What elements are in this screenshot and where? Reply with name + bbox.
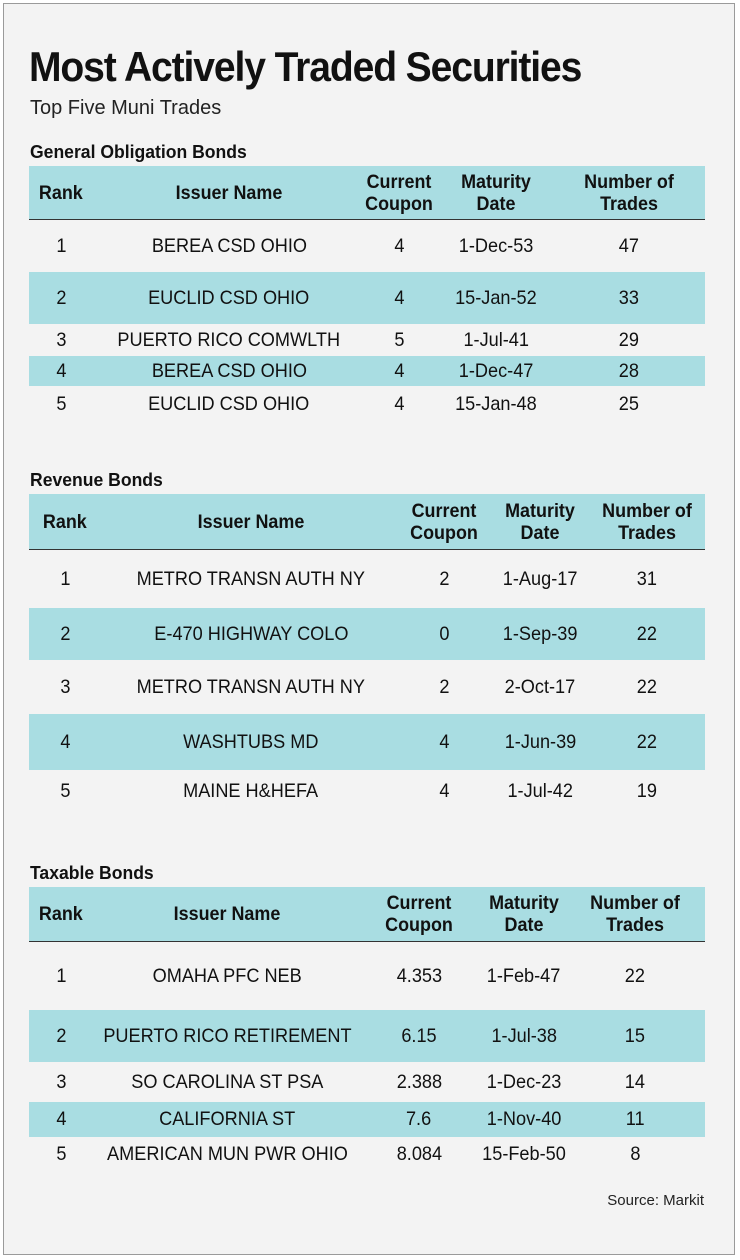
cell-issuer-name bbox=[109, 1062, 345, 1102]
cell-value: 4 bbox=[55, 359, 67, 382]
data-table bbox=[29, 887, 705, 1171]
cell-issuer-name bbox=[93, 356, 365, 386]
table-row bbox=[29, 386, 705, 422]
cell-maturity-date bbox=[474, 1062, 574, 1102]
cell-value: 29 bbox=[618, 328, 640, 351]
cell-number-of-trades bbox=[579, 1137, 691, 1171]
cell-value: 1-Feb-47 bbox=[487, 964, 561, 987]
cell-maturity-date bbox=[447, 356, 545, 386]
column-header-label: Number of Trades bbox=[590, 892, 680, 936]
table-row bbox=[29, 550, 705, 608]
cell-number-of-trades bbox=[579, 942, 691, 1010]
cell-rank bbox=[29, 770, 101, 812]
cell-value: 4 bbox=[59, 730, 71, 753]
cell-value: 4 bbox=[393, 286, 405, 309]
cell-issuer-name bbox=[106, 1137, 348, 1171]
table-row bbox=[29, 660, 705, 714]
cell-value: AMERICAN MUN PWR OHIO bbox=[106, 1142, 348, 1165]
cell-value: 8.084 bbox=[396, 1142, 442, 1165]
cell-maturity-date bbox=[489, 660, 591, 714]
column-header-maturity-date bbox=[447, 166, 545, 219]
cell-number-of-trades bbox=[589, 550, 705, 608]
cell-value: 3 bbox=[59, 675, 71, 698]
cell-value: 1 bbox=[55, 234, 67, 257]
column-header-label: Issuer Name bbox=[173, 903, 281, 925]
cell-value: 4 bbox=[393, 392, 405, 415]
cell-value: 1-Jul-41 bbox=[463, 328, 529, 351]
cell-current-coupon bbox=[359, 324, 439, 356]
cell-value: METRO TRANSN AUTH NY bbox=[136, 675, 366, 698]
cell-value: E-470 HIGHWAY COLO bbox=[153, 622, 349, 645]
cell-maturity-date bbox=[474, 942, 574, 1010]
cell-maturity-date bbox=[447, 220, 545, 272]
cell-value: 1-Nov-40 bbox=[486, 1108, 562, 1130]
column-header-label: Current Coupon bbox=[365, 170, 433, 215]
cell-value: PUERTO RICO RETIREMENT bbox=[102, 1024, 352, 1047]
cell-rank bbox=[29, 272, 93, 324]
cell-maturity-date bbox=[447, 386, 545, 422]
cell-current-coupon bbox=[359, 220, 439, 272]
cell-issuer-name bbox=[93, 272, 365, 324]
cell-issuer-name bbox=[129, 608, 373, 660]
cell-value: 1-Jul-42 bbox=[507, 779, 573, 802]
cell-value: 33 bbox=[618, 286, 640, 309]
cell-value: 0 bbox=[438, 622, 450, 645]
cell-value: 28 bbox=[618, 359, 640, 382]
cell-value: 15 bbox=[624, 1024, 646, 1047]
cell-value: 22 bbox=[624, 964, 646, 987]
table-row bbox=[29, 1010, 705, 1062]
column-header-issuer-name bbox=[129, 494, 373, 549]
cell-issuer-name bbox=[93, 324, 365, 356]
cell-number-of-trades bbox=[589, 714, 705, 770]
table-row bbox=[29, 220, 705, 272]
column-header-number-of-trades bbox=[579, 887, 691, 941]
cell-number-of-trades bbox=[569, 386, 689, 422]
column-header-current-coupon bbox=[359, 166, 439, 219]
cell-number-of-trades bbox=[569, 356, 689, 386]
cell-current-coupon bbox=[374, 1062, 464, 1102]
cell-value: 15-Jan-48 bbox=[455, 392, 537, 415]
cell-issuer-name bbox=[102, 1010, 352, 1062]
section-title: Revenue Bonds bbox=[30, 469, 163, 490]
column-header-label: Maturity Date bbox=[489, 892, 559, 936]
cell-value: 1 bbox=[55, 964, 67, 987]
cell-value: 1-Dec-53 bbox=[458, 234, 534, 257]
column-header-maturity-date bbox=[489, 494, 591, 549]
column-header-label: Maturity Date bbox=[505, 499, 575, 544]
column-header-label: Number of Trades bbox=[584, 170, 674, 215]
cell-maturity-date bbox=[474, 1102, 574, 1137]
column-header-label: Maturity Date bbox=[461, 170, 531, 215]
cell-value: WASHTUBS MD bbox=[183, 730, 319, 753]
cell-value: 5 bbox=[55, 392, 67, 415]
cell-value: 2-Oct-17 bbox=[504, 675, 576, 698]
section-title: General Obligation Bonds bbox=[30, 141, 247, 162]
cell-current-coupon bbox=[399, 660, 489, 714]
cell-value: 11 bbox=[625, 1108, 645, 1130]
column-header-current-coupon bbox=[374, 887, 464, 941]
cell-value: 2 bbox=[55, 286, 67, 309]
cell-value: 4 bbox=[393, 359, 405, 382]
cell-value: EUCLID CSD OHIO bbox=[148, 286, 310, 309]
table-row bbox=[29, 356, 705, 386]
cell-value: 2.388 bbox=[396, 1070, 442, 1093]
cell-maturity-date bbox=[447, 272, 545, 324]
cell-number-of-trades bbox=[569, 220, 689, 272]
column-header-issuer-name bbox=[109, 887, 345, 941]
cell-value: 5 bbox=[393, 328, 405, 351]
cell-maturity-date bbox=[447, 324, 545, 356]
cell-current-coupon bbox=[359, 272, 439, 324]
cell-value: OMAHA PFC NEB bbox=[152, 964, 302, 987]
cell-value: 15-Jan-52 bbox=[455, 286, 537, 309]
cell-current-coupon bbox=[359, 386, 439, 422]
cell-value: 22 bbox=[636, 622, 658, 645]
cell-value: EUCLID CSD OHIO bbox=[148, 392, 310, 415]
cell-current-coupon bbox=[399, 608, 489, 660]
table-header bbox=[29, 887, 705, 942]
cell-value: 25 bbox=[618, 392, 640, 415]
cell-rank bbox=[29, 324, 93, 356]
cell-rank bbox=[29, 1010, 93, 1062]
cell-current-coupon bbox=[399, 550, 489, 608]
cell-rank bbox=[29, 1102, 93, 1137]
data-table bbox=[29, 166, 705, 422]
cell-number-of-trades bbox=[579, 1062, 691, 1102]
cell-number-of-trades bbox=[579, 1102, 691, 1137]
cell-value: 14 bbox=[624, 1070, 646, 1093]
table-row bbox=[29, 324, 705, 356]
table-header bbox=[29, 166, 705, 220]
cell-issuer-name bbox=[129, 714, 373, 770]
cell-issuer-name bbox=[93, 386, 365, 422]
cell-number-of-trades bbox=[569, 324, 689, 356]
cell-value: 1-Aug-17 bbox=[502, 567, 578, 590]
cell-value: 4 bbox=[438, 779, 450, 802]
column-header-rank bbox=[29, 887, 93, 941]
cell-number-of-trades bbox=[589, 770, 705, 812]
cell-current-coupon bbox=[374, 1010, 464, 1062]
cell-current-coupon bbox=[399, 714, 489, 770]
cell-value: 1-Jun-39 bbox=[504, 730, 576, 753]
cell-current-coupon bbox=[359, 356, 439, 386]
cell-issuer-name bbox=[93, 220, 365, 272]
table-row bbox=[29, 608, 705, 660]
cell-value: SO CAROLINA ST PSA bbox=[130, 1070, 324, 1093]
cell-value: BEREA CSD OHIO bbox=[151, 234, 307, 257]
cell-value: 22 bbox=[636, 675, 658, 698]
table-row bbox=[29, 1102, 705, 1137]
cell-value: 2 bbox=[55, 1024, 67, 1047]
cell-value: 1-Jul-38 bbox=[491, 1024, 557, 1047]
cell-value: MAINE H&HEFA bbox=[183, 779, 319, 802]
cell-value: 3 bbox=[55, 1070, 67, 1093]
cell-value: CALIFORNIA ST bbox=[158, 1108, 296, 1130]
cell-value: 2 bbox=[438, 675, 450, 698]
cell-value: METRO TRANSN AUTH NY bbox=[136, 567, 366, 590]
cell-value: 4 bbox=[55, 1108, 67, 1130]
cell-value: PUERTO RICO COMWLTH bbox=[117, 328, 341, 351]
cell-maturity-date bbox=[474, 1137, 574, 1171]
column-header-label: Rank bbox=[43, 510, 87, 533]
column-header-rank bbox=[29, 494, 101, 549]
cell-number-of-trades bbox=[589, 660, 705, 714]
table-header bbox=[29, 494, 705, 550]
cell-number-of-trades bbox=[579, 1010, 691, 1062]
cell-value: 4 bbox=[393, 234, 405, 257]
page-subtitle: Top Five Muni Trades bbox=[30, 97, 222, 119]
cell-issuer-name bbox=[109, 1102, 345, 1137]
cell-maturity-date bbox=[489, 608, 591, 660]
source-note: Source: Markit bbox=[607, 1192, 704, 1209]
column-header-label: Issuer Name bbox=[175, 181, 283, 204]
column-header-maturity-date bbox=[474, 887, 574, 941]
cell-value: 4.353 bbox=[396, 964, 442, 987]
column-header-label: Issuer Name bbox=[197, 510, 305, 533]
cell-value: 6.15 bbox=[401, 1024, 437, 1047]
cell-issuer-name bbox=[129, 550, 373, 608]
cell-maturity-date bbox=[489, 714, 591, 770]
cell-maturity-date bbox=[489, 770, 591, 812]
cell-maturity-date bbox=[489, 550, 591, 608]
column-header-issuer-name bbox=[93, 166, 365, 219]
cell-current-coupon bbox=[399, 770, 489, 812]
column-header-rank bbox=[29, 166, 93, 219]
cell-rank bbox=[29, 220, 93, 272]
column-header-current-coupon bbox=[399, 494, 489, 549]
cell-value: 2 bbox=[59, 622, 71, 645]
cell-value: 2 bbox=[438, 567, 450, 590]
cell-rank bbox=[29, 942, 93, 1010]
table-row bbox=[29, 1137, 705, 1171]
cell-current-coupon bbox=[374, 1102, 464, 1137]
table-row bbox=[29, 942, 705, 1010]
column-header-label: Current Coupon bbox=[410, 499, 478, 544]
cell-value: 5 bbox=[59, 779, 71, 802]
cell-value: 1-Dec-23 bbox=[486, 1070, 562, 1093]
cell-issuer-name bbox=[129, 660, 373, 714]
table-row bbox=[29, 714, 705, 770]
column-header-number-of-trades bbox=[589, 494, 705, 549]
cell-issuer-name bbox=[109, 942, 345, 1010]
cell-value: 8 bbox=[629, 1142, 641, 1165]
table-row bbox=[29, 1062, 705, 1102]
table-row bbox=[29, 272, 705, 324]
cell-value: 4 bbox=[438, 730, 450, 753]
cell-value: 15-Feb-50 bbox=[482, 1142, 566, 1165]
column-header-label: Number of Trades bbox=[602, 499, 692, 544]
data-table bbox=[29, 494, 705, 812]
page-title: Most Actively Traded Securities bbox=[29, 43, 582, 90]
cell-rank bbox=[29, 1062, 93, 1102]
cell-value: 31 bbox=[636, 567, 658, 590]
cell-rank bbox=[29, 608, 101, 660]
cell-value: 1 bbox=[59, 567, 71, 590]
cell-rank bbox=[29, 386, 93, 422]
cell-value: 3 bbox=[55, 328, 67, 351]
column-header-label: Rank bbox=[39, 903, 83, 925]
cell-issuer-name bbox=[129, 770, 373, 812]
column-header-label: Current Coupon bbox=[385, 892, 453, 936]
cell-number-of-trades bbox=[589, 608, 705, 660]
cell-current-coupon bbox=[374, 942, 464, 1010]
cell-current-coupon bbox=[374, 1137, 464, 1171]
cell-number-of-trades bbox=[569, 272, 689, 324]
cell-value: 1-Dec-47 bbox=[458, 359, 534, 382]
cell-value: 22 bbox=[636, 730, 658, 753]
section-title: Taxable Bonds bbox=[30, 862, 154, 883]
cell-rank bbox=[29, 356, 93, 386]
cell-value: 19 bbox=[636, 779, 658, 802]
cell-rank bbox=[29, 1137, 93, 1171]
cell-rank bbox=[29, 660, 101, 714]
cell-rank bbox=[29, 714, 101, 770]
cell-value: 7.6 bbox=[406, 1108, 432, 1130]
cell-value: BEREA CSD OHIO bbox=[151, 359, 307, 382]
cell-value: 47 bbox=[618, 234, 640, 257]
cell-value: 1-Sep-39 bbox=[502, 622, 578, 645]
cell-maturity-date bbox=[474, 1010, 574, 1062]
column-header-label: Rank bbox=[39, 181, 83, 204]
column-header-number-of-trades bbox=[569, 166, 689, 219]
cell-rank bbox=[29, 550, 101, 608]
cell-value: 5 bbox=[55, 1142, 67, 1165]
table-row bbox=[29, 770, 705, 812]
